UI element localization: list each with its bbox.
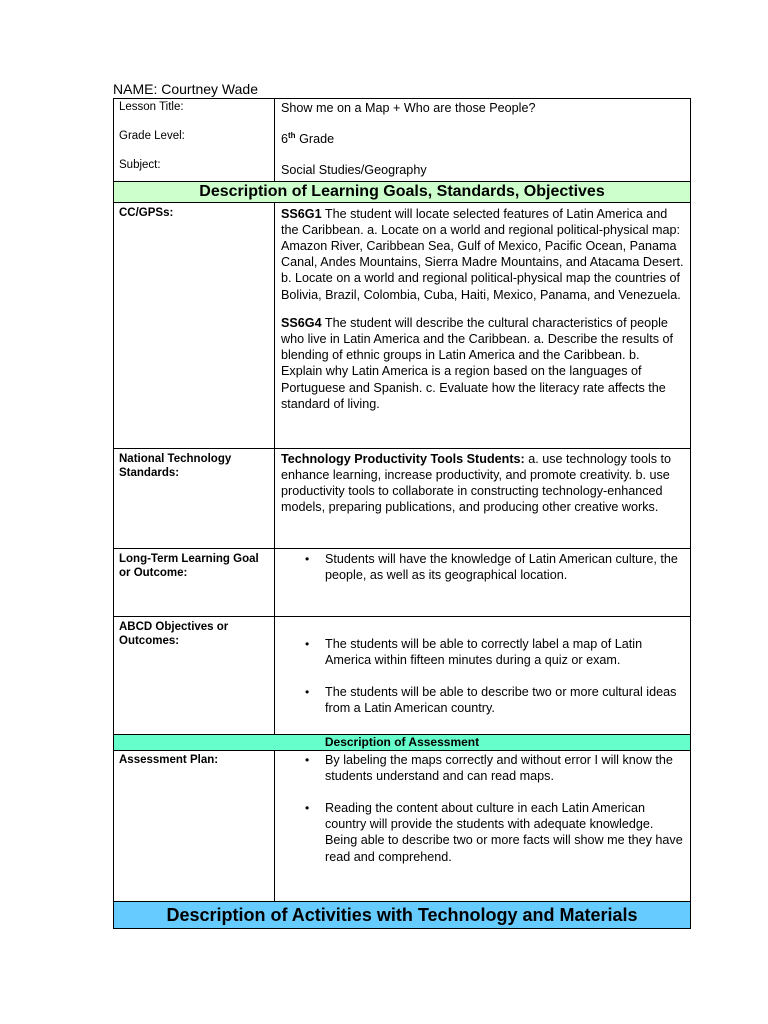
- nts-row: [114, 448, 691, 548]
- activities-heading-row: [114, 901, 691, 928]
- activities-section-heading: Description of Activities with Technology and Materials: [114, 901, 691, 928]
- list-item: • By labeling the maps correctly and without error I will know the students understand and can read maps.: [325, 752, 684, 784]
- lesson-title-value: Show me on a Map + Who are those People?: [281, 101, 536, 115]
- nts-lead: Technology Productivity Tools Students:: [281, 451, 525, 466]
- nts-text: a. use technology tools to enhance learning, increase productivity, and promote creativity. b. use productivity tools to collaborate in constructing technology-enhanced models, preparing publications, and producing other creative works.: [281, 451, 672, 515]
- lesson-meta-row: [114, 99, 691, 182]
- nts-label: National Technology Standards:: [114, 448, 275, 548]
- lesson-title-label: Lesson Title:: [119, 101, 184, 113]
- list-item: • The students will be able to correctly label a map of Latin America within fifteen minutes during a quiz or exam.: [325, 636, 684, 668]
- goals-heading-row: [114, 181, 691, 202]
- assessment-section-heading: Description of Assessment: [114, 734, 691, 750]
- lesson-plan-table: [113, 98, 691, 929]
- list-item: • The students will be able to describe two or more cultural ideas from a Latin American country.: [325, 684, 684, 716]
- grade-suffix: th: [288, 131, 296, 141]
- assessment-row: [114, 750, 691, 901]
- abcd-list: [281, 636, 684, 717]
- standard-code-2: SS6G4: [281, 315, 322, 330]
- assessment-content: [275, 750, 691, 901]
- longterm-row: [114, 548, 691, 616]
- list-item: • Students will have the knowledge of Latin American culture, the people, as well as its geographical location.: [325, 551, 684, 583]
- student-name: NAME: Courtney Wade: [113, 81, 258, 97]
- abcd-row: [114, 616, 691, 734]
- ccgps-content: [275, 202, 691, 448]
- standard-text-1: The student will locate selected features of Latin America and the Caribbean. a. Locate on a world and regional political-physical map: Amazon River, Caribbean Sea, Gulf of Mexico, Pacific Ocean, Panama Canal, Andes Mountains, Sierra Madre Mountains, and Atacama Desert. b. Locate on a world and regional political-physical map the countries of Bolivia, Brazil, Colombia, Cuba, Haiti, Mexico, Panama, and Venezuela.: [281, 206, 684, 302]
- abcd-content: [275, 616, 691, 734]
- standard-ss6g4: [281, 315, 684, 412]
- grade-level-value: [281, 131, 684, 147]
- longterm-content: [275, 548, 691, 616]
- assessment-heading-row: [114, 734, 691, 750]
- subject-label: Subject:: [119, 159, 161, 171]
- grade-level-label: Grade Level:: [119, 130, 185, 142]
- standard-text-2: The student will describe the cultural characteristics of people who live in Latin America and the Caribbean. a. Describe the results of blending of ethnic groups in Latin America and the Caribbean. b. Explain why Latin America is a region based on the languages of Portuguese and Spanish. c. Evaluate how the literacy rate affects the standard of living.: [281, 315, 674, 411]
- assessment-label: Assessment Plan:: [114, 750, 275, 901]
- subject-value: Social Studies/Geography: [281, 163, 427, 178]
- ccgps-row: [114, 202, 691, 448]
- goals-section-heading: Description of Learning Goals, Standards, Objectives: [114, 181, 691, 202]
- list-item: • Reading the content about culture in each Latin American country will provide the students with adequate knowledge. Being able to describe two or more facts will show me they have read and comprehend.: [325, 800, 684, 865]
- longterm-list: [281, 551, 684, 583]
- lesson-meta-values: [275, 99, 691, 182]
- lesson-meta-labels: [114, 99, 275, 182]
- grade-number: 6: [281, 132, 289, 147]
- nts-content: [275, 448, 691, 548]
- assessment-list: [281, 752, 684, 865]
- standard-ss6g1: [281, 206, 684, 303]
- longterm-label: Long-Term Learning Goal or Outcome:: [114, 548, 275, 616]
- abcd-label: ABCD Objectives or Outcomes:: [114, 616, 275, 734]
- standard-code-1: SS6G1: [281, 206, 322, 221]
- grade-word: Grade: [299, 132, 335, 147]
- ccgps-label: CC/GPSs:: [114, 202, 275, 448]
